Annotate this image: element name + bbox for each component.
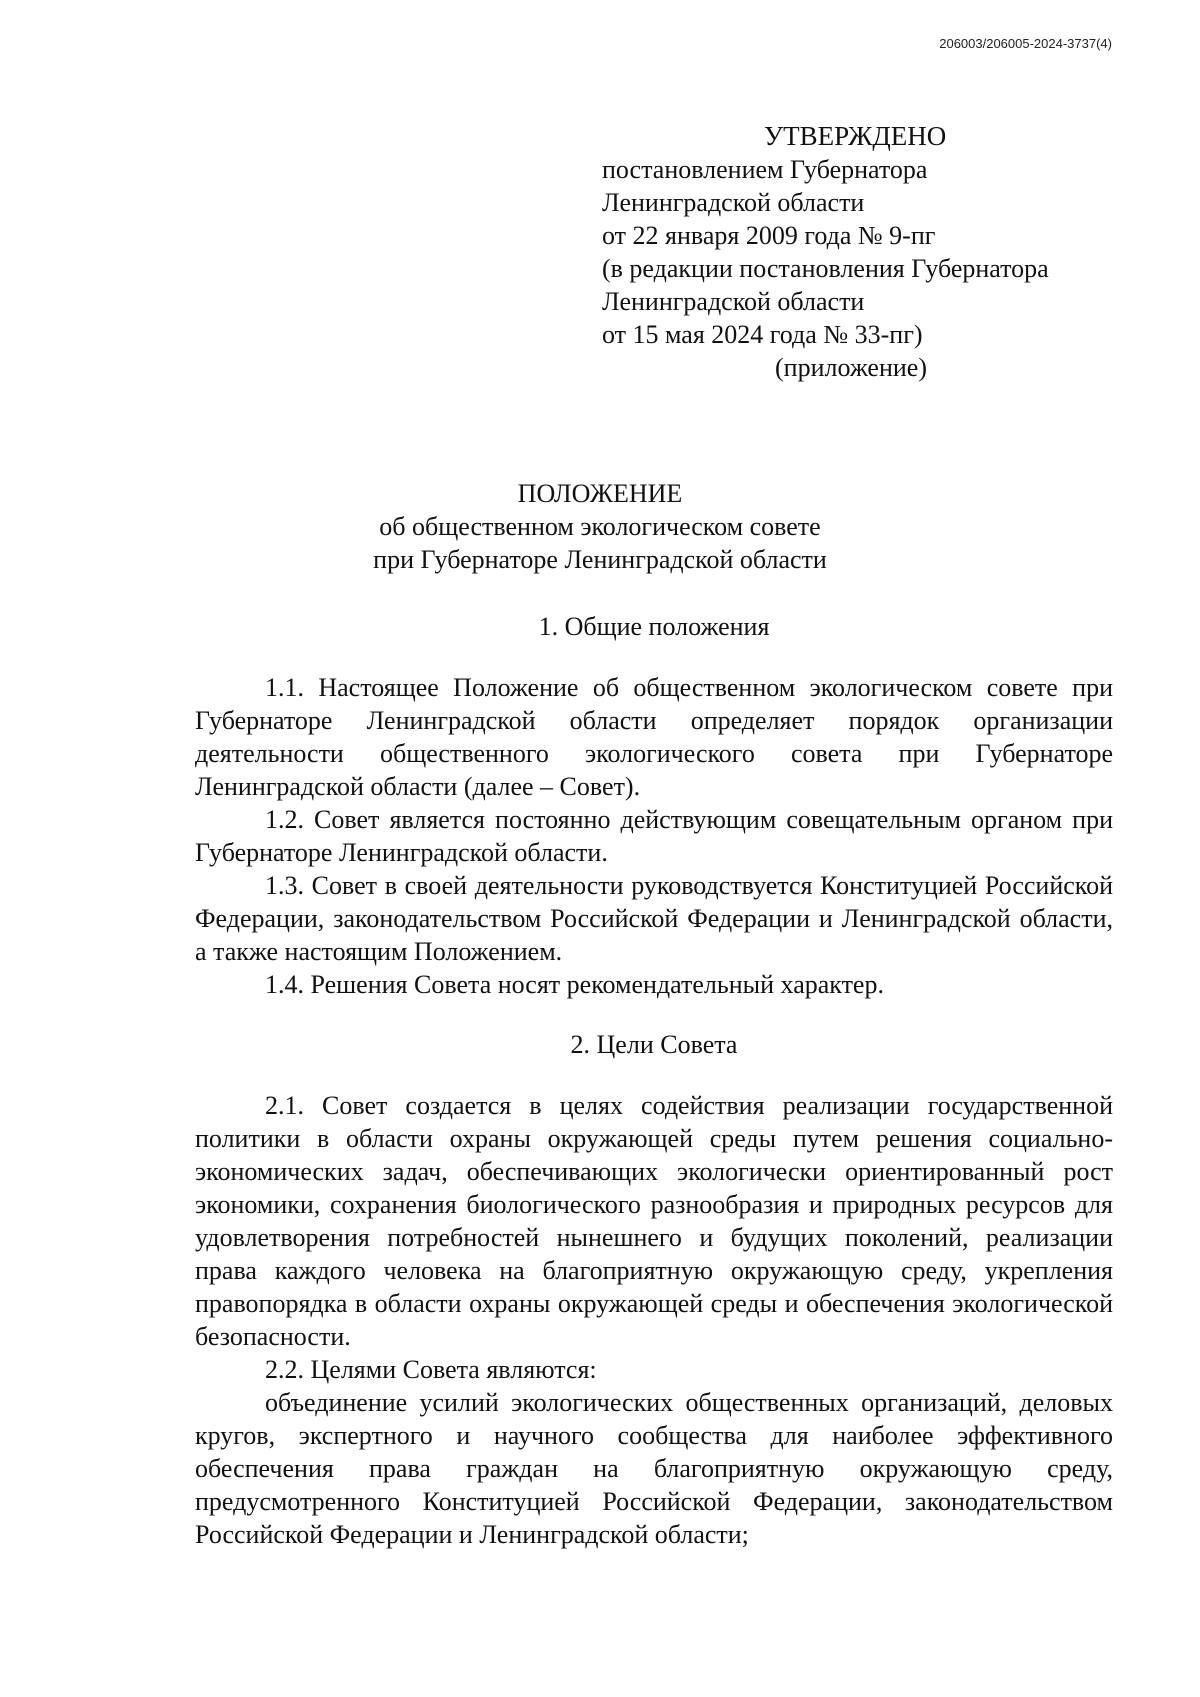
spacer bbox=[195, 1001, 1113, 1028]
spacer bbox=[195, 643, 1113, 671]
paragraph: 2.1. Совет создается в целях содействия реализации государственной политики в области охраны окружающей среды путем решения социально-экономических задач, обеспечивающих экологически ориентированный рост экономики, сохранения биологического разнообразия и природных ресурсов для удовлетворения потребностей нынешнего и будущих поколений, реализации права каждого человека на благоприятную окружающую среду, укрепления правопорядка в области охраны окружающей среды и обеспечения экологической безопасности. bbox=[195, 1091, 1113, 1351]
approval-line: (в редакции постановления Губернатора bbox=[602, 254, 1049, 283]
paragraph: объединение усилий экологических общественных организаций, деловых кругов, экспертного и научного сообщества для наиболее эффективного обеспечения права граждан на благоприятную окружающую среду, предусмотренного Конституцией Российской Федерации, законодательством Российской Федерации и Ленинградской области; bbox=[195, 1388, 1113, 1549]
section-heading: 2. Цели Совета bbox=[570, 1030, 738, 1059]
document-registration-number: 206003/206005-2024-3737(4) bbox=[939, 36, 1112, 51]
approval-title: УТВЕРЖДЕНО bbox=[764, 121, 947, 151]
approval-line: постановлением Губернатора bbox=[602, 155, 928, 184]
document-subtitle: при Губернаторе Ленинградской области bbox=[373, 545, 827, 574]
approval-line: от 15 мая 2024 года № 33-пг) bbox=[602, 320, 923, 349]
approval-line: от 22 января 2009 года № 9-пг bbox=[602, 221, 936, 250]
paragraph: 1.2. Совет является постоянно действующим совещательным органом при Губернаторе Ленинградской области. bbox=[195, 805, 1113, 867]
approval-line: Ленинградской области bbox=[602, 188, 865, 217]
approval-line: Ленинградской области bbox=[602, 287, 865, 316]
paragraph: 1.1. Настоящее Положение об общественном экологическом совете при Губернаторе Ленинградской области определяет порядок организации деятельности общественного экологического совета при Губернаторе Ленинградской области (далее – Совет). bbox=[195, 673, 1113, 801]
document-title: ПОЛОЖЕНИЕ bbox=[517, 479, 683, 508]
spacer bbox=[195, 1061, 1113, 1089]
approval-attachment-label: (приложение) bbox=[775, 353, 928, 382]
section-heading: 1. Общие положения bbox=[538, 612, 770, 641]
document-title-block bbox=[0, 477, 1200, 576]
paragraph: 1.4. Решения Совета носят рекомендательный характер. bbox=[265, 970, 884, 999]
document-body bbox=[195, 610, 1113, 1551]
paragraph: 2.2. Целями Совета являются: bbox=[265, 1355, 597, 1384]
paragraph: 1.3. Совет в своей деятельности руководствуется Конституцией Российской Федерации, законодательством Российской Федерации и Ленинградской области, а также настоящим Положением. bbox=[195, 871, 1113, 966]
approval-stamp-block bbox=[602, 120, 1122, 384]
document-subtitle: об общественном экологическом совете bbox=[379, 512, 821, 541]
